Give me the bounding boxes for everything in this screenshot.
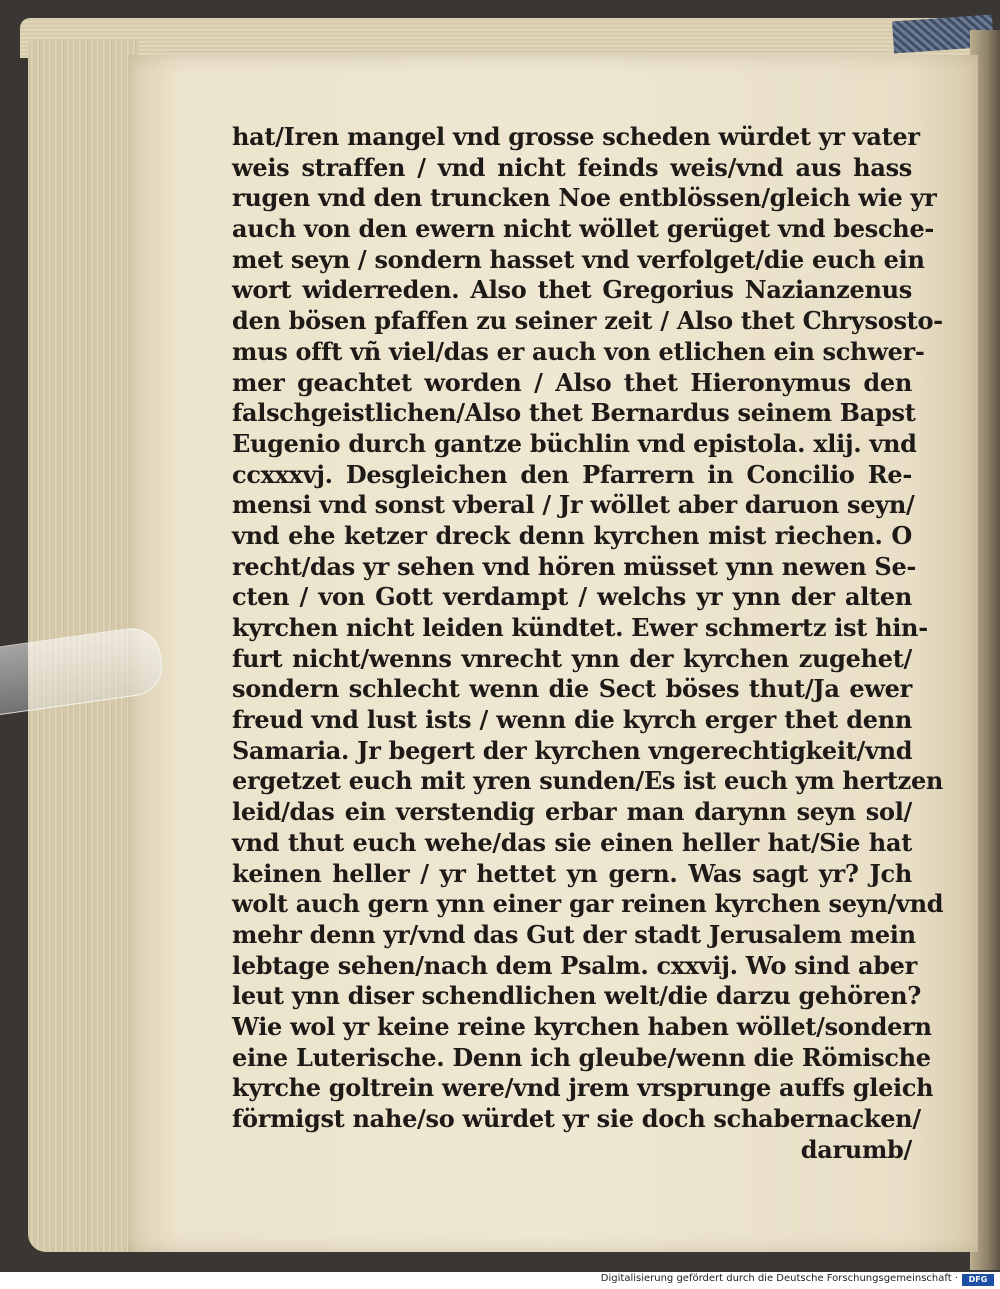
text-line: hat/Iren mangel vnd grosse scheden würdet yr vater [232, 122, 920, 151]
text-line: keinen heller / yr hettet yn gern. Was sagt yr? Jch [232, 858, 912, 888]
text-line: mer geachtet worden / Also thet Hieronymus den [232, 367, 912, 397]
text-line: weis straffen / vnd nicht feinds weis/vnd aus hass [232, 152, 912, 182]
page-text-block [232, 122, 944, 1165]
text-line: kyrche goltrein were/vnd jrem vrsprunge auffs gleich [232, 1073, 934, 1103]
dfg-logo-icon: DFG [962, 1274, 994, 1286]
text-line: met seyn / sondern hasset vnd verfolget/die euch ein [232, 244, 925, 274]
text-line: wolt auch gern ynn einer gar reinen kyrchen seyn/vnd [232, 889, 944, 919]
text-line: vnd thut euch wehe/das sie einen heller hat/Sie hat [232, 827, 912, 857]
text-line: sondern schlecht wenn die Sect böses thut/Ja ewer [232, 674, 912, 704]
text-line: Samaria. Jr begert der kyrchen vngerechtigkeit/vnd [232, 735, 913, 765]
digitization-footer [0, 1272, 1000, 1289]
text-line: leut ynn diser schendlichen welt/die darzu gehören? [232, 981, 922, 1011]
text-line: förmigst nahe/so würdet yr sie doch schabernacken/ [232, 1104, 921, 1133]
text-line: ccxxxvj. Desgleichen den Pfarrern in Concilio Re- [232, 459, 912, 489]
page-edges-top [20, 18, 980, 58]
text-line: vnd ehe ketzer dreck denn kyrchen mist riechen. O [232, 520, 912, 550]
text-line: Eugenio durch gantze büchlin vnd epistola. xlij. vnd [232, 428, 917, 458]
footer-credit: Digitalisierung gefördert durch die Deutsche Forschungsgemeinschaft · [600, 1273, 958, 1284]
text-line: mensi vnd sonst vberal / Jr wöllet aber daruon seyn/ [232, 490, 915, 520]
text-line: cten / von Gott verdampt / welchs yr ynn der alten [232, 582, 912, 612]
text-line: den bösen pfaffen zu seiner zeit / Also thet Chrysosto- [232, 306, 943, 336]
text-line: freud vnd lust ists / wenn die kyrch erger thet denn [232, 705, 912, 735]
text-line: rugen vnd den truncken Noe entblössen/gleich wie yr [232, 183, 937, 213]
text-line: furt nicht/wenns vnrecht ynn der kyrchen zugehet/ [232, 643, 912, 673]
catchword: darumb/ [800, 1134, 912, 1164]
text-line: auch von den ewern nicht wöllet gerüget vnd besche- [232, 214, 935, 244]
text-line: Wie wol yr keine reine kyrchen haben wöllet/sondern [232, 1011, 932, 1041]
text-line: eine Luterische. Denn ich gleube/wenn die Römische [232, 1042, 931, 1072]
text-line: wort widerreden. Also thet Gregorius Nazianzenus [232, 275, 912, 305]
text-line: kyrchen nicht leiden kündtet. Ewer schmertz ist hin- [232, 613, 928, 642]
text-line: ergetzet euch mit yren sunden/Es ist euch ym hertzen [232, 766, 944, 796]
text-line: falschgeistlichen/Also thet Bernardus seinem Bapst [232, 398, 916, 428]
text-line: recht/das yr sehen vnd hören müsset ynn newen Se- [232, 551, 917, 581]
text-line: leid/das ein verstendig erbar man darynn seyn sol/ [232, 797, 912, 827]
text-line: mehr denn yr/vnd das Gut der stadt Jerusalem mein [232, 919, 916, 949]
text-line: lebtage sehen/nach dem Psalm. cxxvij. Wo sind aber [232, 950, 917, 980]
text-line: mus offt vñ viel/das er auch von etlichen ein schwer- [232, 336, 925, 366]
